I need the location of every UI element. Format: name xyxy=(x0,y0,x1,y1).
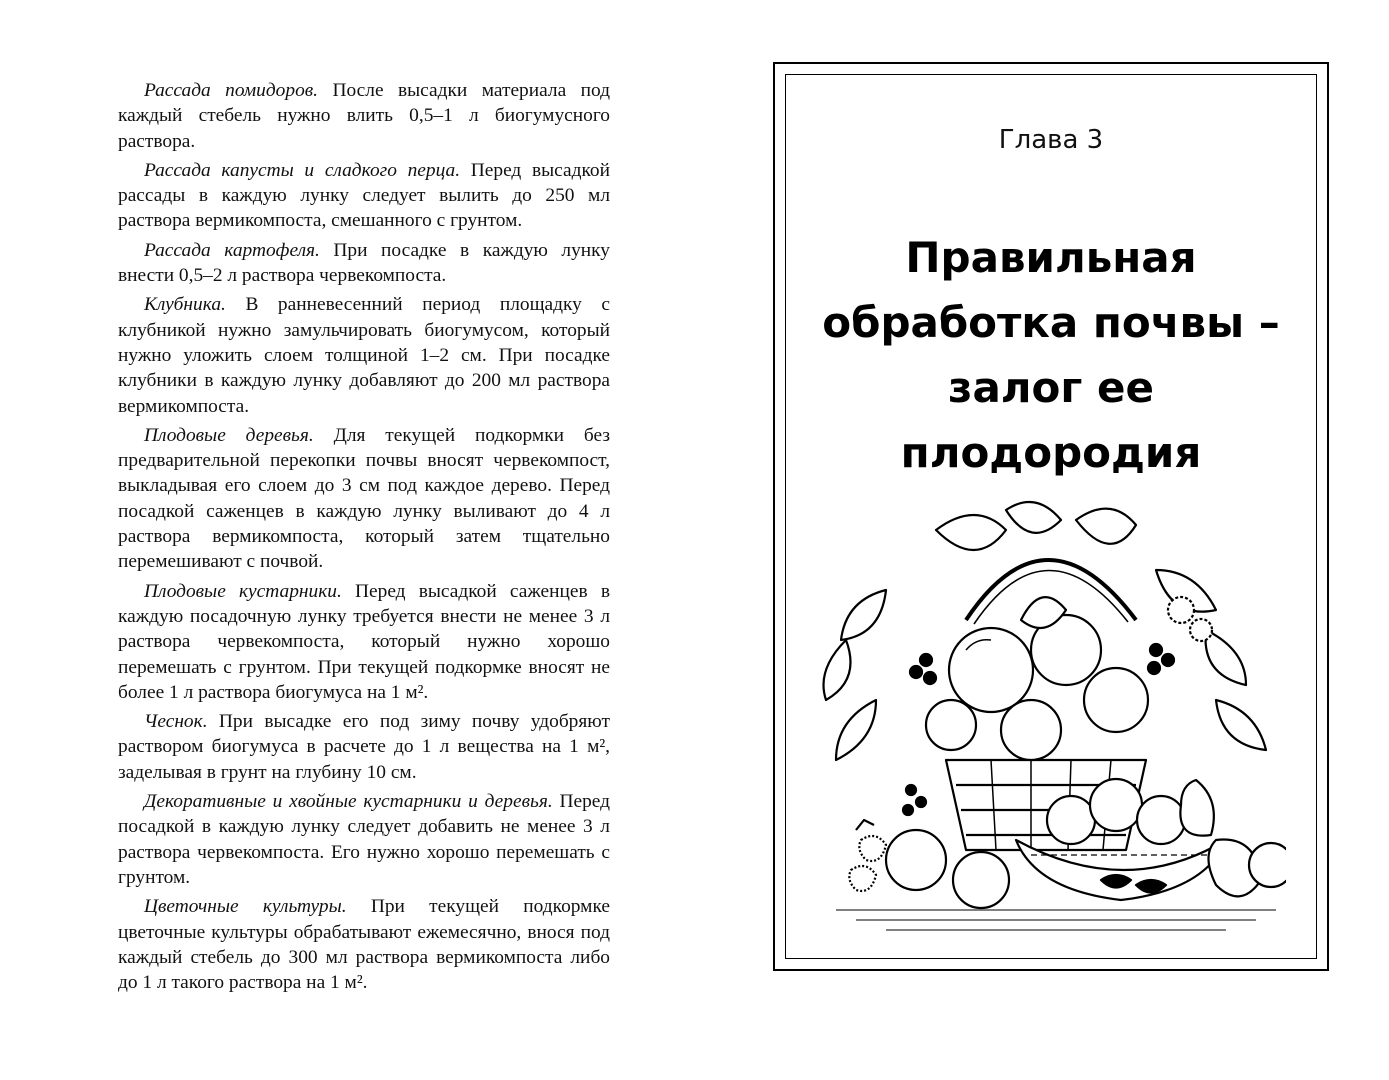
paragraph-fruit-trees xyxy=(118,423,610,575)
paragraph-lead: Рассада помидоров. xyxy=(144,80,319,101)
chapter-title-page xyxy=(773,62,1329,971)
paragraph-body: При высадке его под зиму почву удобряют раствором биогумуса в расчете до 1 л вещества на 1 м², заделывая в грунт на глубину 10 см. xyxy=(118,711,610,783)
paragraph-lead: Рассада картофеля. xyxy=(144,239,320,261)
paragraph-body: Для текущей подкормки без предварительной перекопки почвы вносят червекомпост, выкладывая его слоем до 3 см под каждое дерево. Перед посадкой саженцев в каждую лунку выливают до 4 л раствора вермикомпоста, который затем тщательно перемешивают с почвой. xyxy=(118,424,610,573)
paragraph-body: После высадки материала под каждый стебель нужно влить 0,5–1 л биогумусного раствора. xyxy=(118,80,611,152)
chapter-title-line: обработка почвы – xyxy=(822,298,1280,347)
paragraph-lead: Плодовые деревья. xyxy=(144,424,314,446)
chapter-title-line: плодородия xyxy=(900,428,1202,477)
paragraph-body: Перед высадкой рассады в каждую лунку следует вылить до 250 мл раствора вермикомпоста, смешанного с грунтом. xyxy=(118,159,610,232)
fruit-basket-illustration-icon xyxy=(816,500,1286,940)
paragraph-potato xyxy=(118,238,610,289)
paragraph-body: При посадке в каждую лунку внести 0,5–2 л раствора червекомпоста. xyxy=(118,239,611,287)
paragraph-cabbage-pepper xyxy=(118,158,610,234)
paragraph-garlic xyxy=(118,709,610,785)
paragraph-body: Перед посадкой в каждую лунку следует добавить не менее 3 л раствора червекомпоста. Его нужно хорошо перемешать с грунтом. xyxy=(118,791,610,888)
paragraph-lead: Рассада капусты и сладкого перца. xyxy=(144,159,461,181)
paragraph-tomato xyxy=(118,78,610,154)
paragraph-fruit-shrubs xyxy=(118,579,610,705)
chapter-title-line: Правильная xyxy=(905,233,1197,282)
paragraph-body: При текущей подкормке цветочные культуры обрабатывают ежемесячно, внося под каждый стебель до 300 мл раствора вермикомпоста либо до 1 л такого раствора на 1 м². xyxy=(118,896,611,994)
paragraph-lead: Клубника. xyxy=(144,294,226,316)
chapter-title-line: залог ее xyxy=(948,363,1154,412)
paragraph-lead: Декоративные и хвойные кустарники и деревья. xyxy=(144,791,553,813)
chapter-title xyxy=(786,225,1316,485)
page-frame xyxy=(785,74,1317,959)
paragraph-decorative xyxy=(118,789,610,890)
paragraph-flowers xyxy=(118,894,610,995)
paragraph-lead: Чеснок. xyxy=(144,711,208,733)
left-page-text xyxy=(118,78,610,999)
chapter-label: Глава 3 xyxy=(998,125,1104,155)
paragraph-lead: Плодовые кустарники. xyxy=(144,580,342,602)
paragraph-strawberry xyxy=(118,292,610,418)
paragraph-body: Перед высадкой саженцев в каждую посадочную лунку требуется внести не менее 3 л раствора червекомпоста, который нужно хорошо перемешать с грунтом. При текущей подкормке вносят не более 1 л раствора биогумуса на 1 м². xyxy=(118,580,610,703)
paragraph-lead: Цветочные культуры. xyxy=(144,896,347,918)
paragraph-body: В ранневесенний период площадку с клубникой нужно замульчировать биогумусом, который нужно уложить слоем толщиной 1–2 см. При посадке клубники в каждую лунку добавляют до 200 мл раствора вермикомпоста. xyxy=(118,294,610,417)
